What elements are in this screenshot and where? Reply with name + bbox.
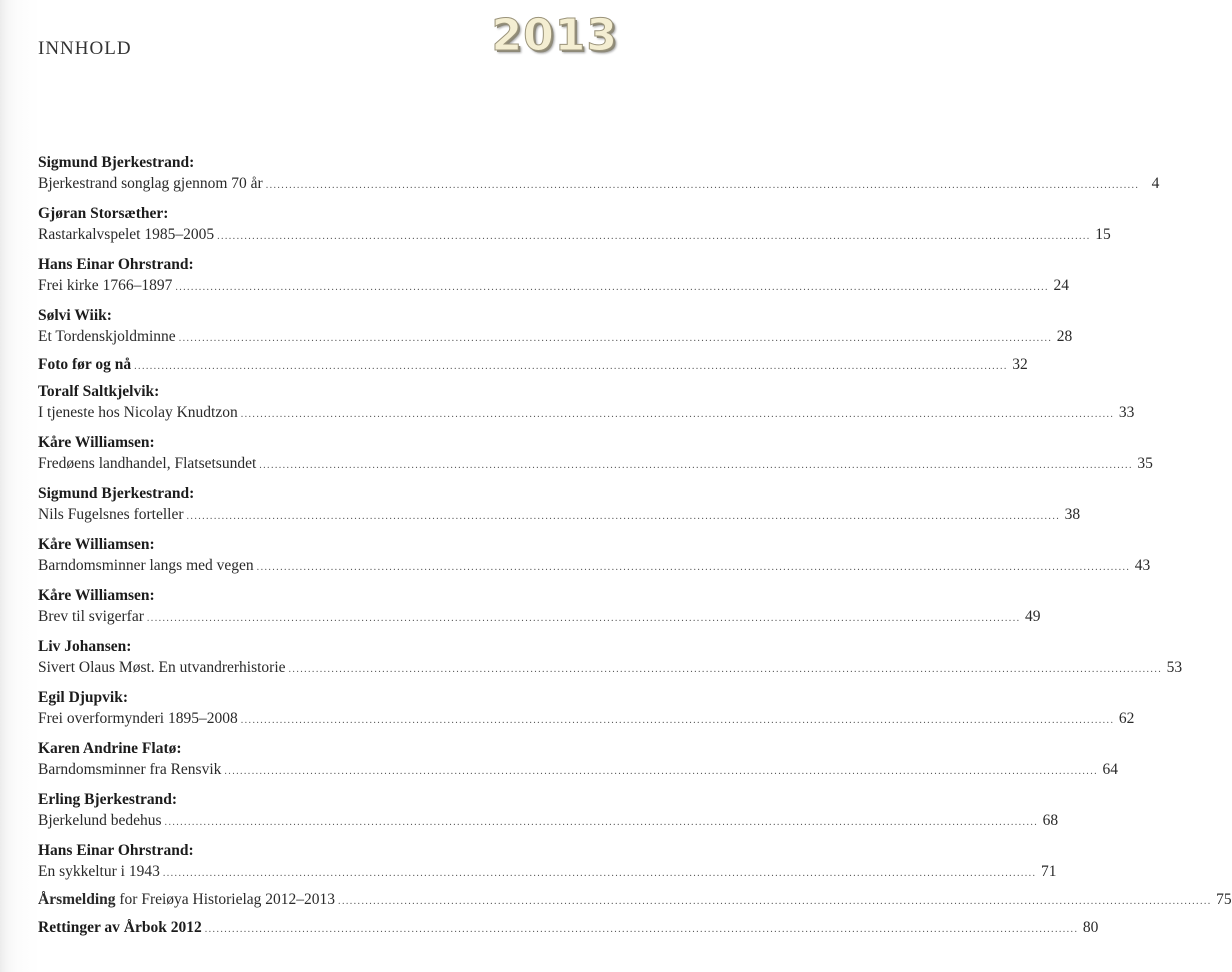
page-heading: INNHOLD (38, 38, 132, 59)
leader-dots: ................................................................................................................................................................................................................................ (178, 333, 1053, 344)
toc-title: Frei overformynderi 1895–2008 (38, 710, 238, 727)
toc-title: I tjeneste hos Nicolay Knudtzon (38, 404, 238, 421)
toc-author: Sølvi Wiik: (38, 307, 112, 324)
leader-dots: ................................................................................................................................................................................................................................ (288, 664, 1163, 675)
toc-entry[interactable] (38, 535, 1151, 577)
leader-dots: ................................................................................................................................................................................................................................ (224, 766, 1098, 777)
toc-page-number: 53 (1166, 659, 1183, 676)
toc-page-number: 49 (1025, 608, 1041, 625)
toc-page-number: 80 (1082, 919, 1099, 936)
toc-page-number: 15 (1095, 226, 1111, 243)
toc-title: Barndomsminner langs med vegen (38, 557, 254, 574)
toc-page-number: 24 (1053, 277, 1069, 294)
toc-author: Gjøran Storsæther: (38, 205, 169, 222)
toc-entry[interactable] (38, 484, 1081, 526)
leader-dots: ................................................................................................................................................................................................................................ (204, 924, 1079, 935)
toc-entry[interactable] (38, 433, 1153, 475)
toc-entry[interactable] (38, 889, 1232, 911)
leader-dots: ................................................................................................................................................................................................................................ (240, 409, 1115, 420)
year-stamp: 2013 (491, 10, 618, 61)
toc-entry[interactable] (38, 354, 1028, 376)
toc-entry[interactable] (38, 917, 1099, 939)
toc-page-number: 35 (1137, 455, 1153, 472)
toc-title: Fredøens landhandel, Flatsetsundet (38, 455, 257, 472)
toc-entry[interactable] (38, 306, 1073, 348)
leader-dots: ................................................................................................................................................................................................................................ (338, 896, 1212, 907)
leader-dots: ................................................................................................................................................................................................................................ (162, 868, 1037, 879)
toc-entry[interactable] (38, 586, 1041, 628)
leader-dots: ................................................................................................................................................................................................................................ (186, 511, 1061, 522)
toc-entry[interactable] (38, 382, 1135, 424)
toc-entry[interactable] (38, 841, 1057, 883)
toc-entry[interactable] (38, 255, 1069, 297)
toc-page-number: 4 (1151, 175, 1160, 192)
leader-dots: ................................................................................................................................................................................................................................ (256, 562, 1131, 573)
leader-dots: ................................................................................................................................................................................................................................ (217, 231, 1091, 242)
toc-title: Frei kirke 1766–1897 (38, 277, 173, 294)
toc-entry[interactable] (38, 790, 1059, 832)
leader-dots: ................................................................................................................................................................................................................................ (240, 715, 1115, 726)
toc-author: Kåre Williamsen: (38, 536, 155, 553)
toc-entry[interactable] (38, 637, 1183, 679)
toc-author: Erling Bjerkestrand: (38, 791, 178, 808)
leader-dots: ................................................................................................................................................................................................................................ (164, 817, 1039, 828)
table-of-contents (38, 153, 1232, 939)
toc-page-number: 64 (1102, 761, 1118, 778)
toc-author: Hans Einar Ohrstrand: (38, 256, 194, 273)
leader-dots: ................................................................................................................................................................................................................................ (259, 460, 1133, 471)
toc-page-number: 75 (1216, 891, 1232, 908)
toc-entry[interactable] (38, 153, 1160, 195)
toc-author: Toralf Saltkjelvik: (38, 383, 160, 400)
toc-title-bold: Rettinger av Årbok 2012 (38, 919, 202, 936)
toc-author: Karen Andrine Flatø: (38, 740, 182, 757)
toc-author: Kåre Williamsen: (38, 587, 155, 604)
toc-page-number: 33 (1118, 404, 1135, 421)
toc-title: En sykkeltur i 1943 (38, 863, 160, 880)
toc-author: Kåre Williamsen: (38, 434, 155, 451)
toc-author: Sigmund Bjerkestrand: (38, 485, 195, 502)
toc-page-number: 62 (1118, 710, 1135, 727)
toc-page-number: 38 (1064, 506, 1081, 523)
toc-title: Sivert Olaus Møst. En utvandrerhistorie (38, 659, 286, 676)
toc-title: Foto før og nå (38, 356, 132, 373)
toc-entry[interactable] (38, 688, 1135, 730)
toc-page-number: 32 (1012, 356, 1028, 373)
toc-page-number: 43 (1134, 557, 1151, 574)
toc-title: Bjerkestrand songlag gjennom 70 år (38, 175, 263, 192)
toc-page-number: 68 (1042, 812, 1059, 829)
toc-title: Nils Fugelsnes forteller (38, 506, 184, 523)
leader-dots: ................................................................................................................................................................................................................................ (175, 282, 1049, 293)
toc-page-number: 28 (1056, 328, 1073, 345)
toc-title: for Freiøya Historielag 2012–2013 (119, 891, 336, 908)
toc-page-number: 71 (1040, 863, 1057, 880)
toc-author: Sigmund Bjerkestrand: (38, 154, 195, 171)
toc-title: Brev til svigerfar (38, 608, 144, 625)
toc-title: Bjerkelund bedehus (38, 812, 162, 829)
toc-entry[interactable] (38, 739, 1118, 781)
toc-title: Rastarkalvspelet 1985–2005 (38, 226, 215, 243)
toc-author: Liv Johansen: (38, 638, 132, 655)
toc-author: Egil Djupvik: (38, 689, 129, 706)
toc-author: Hans Einar Ohrstrand: (38, 842, 194, 859)
toc-title: Et Tordenskjoldminne (38, 328, 176, 345)
leader-dots: ................................................................................................................................................................................................................................ (134, 361, 1008, 372)
toc-title-bold: Årsmelding (38, 891, 116, 908)
toc-title: Barndomsminner fra Rensvik (38, 761, 222, 778)
leader-dots: ................................................................................................................................................................................................................................ (146, 613, 1021, 624)
toc-entry[interactable] (38, 204, 1111, 246)
leader-dots: ................................................................................................................................................................................................................................ (265, 180, 1140, 191)
